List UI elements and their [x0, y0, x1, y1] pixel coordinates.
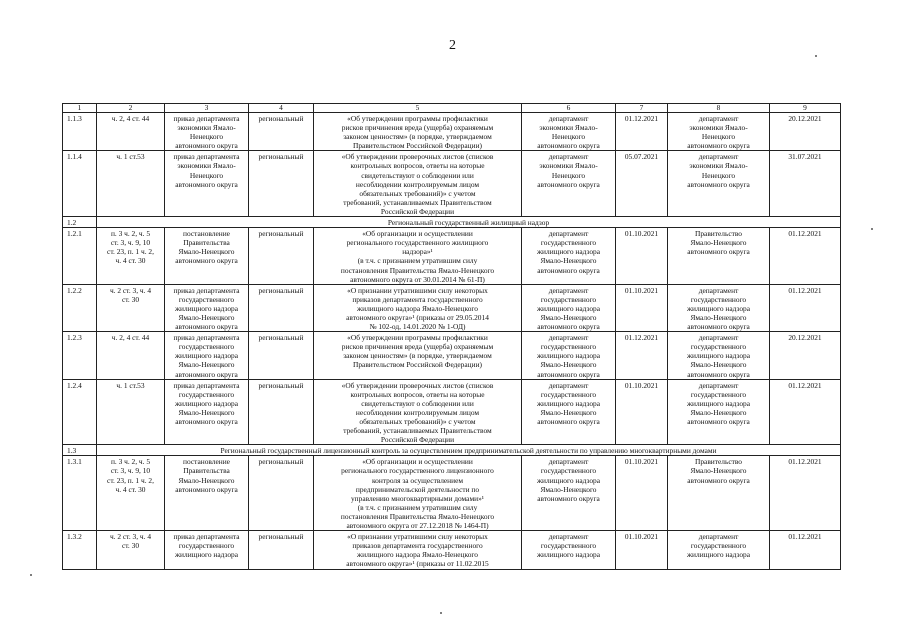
developer: [522, 531, 616, 569]
scan-speck: [440, 612, 442, 614]
adoption-date: [770, 379, 841, 445]
adopting-body: [668, 113, 770, 151]
submission-date: [616, 456, 668, 531]
column-number-cell-text: 3: [204, 103, 209, 112]
adoption-date-text: 01.12.2021: [788, 285, 822, 295]
adopting-body-text: департамент государственного жилищного надзора: [686, 532, 751, 560]
column-number-cell: [616, 104, 668, 113]
item-number: [63, 456, 97, 531]
adoption-date: [770, 332, 841, 379]
column-number-cell: [668, 104, 770, 113]
item-number: [63, 379, 97, 445]
legal-basis-text: ч. 1 ст.53: [116, 152, 145, 162]
act-title: [314, 332, 522, 379]
legal-basis: [97, 531, 165, 569]
item-number-text: 1.3.2: [67, 532, 82, 542]
act-type: [165, 332, 249, 379]
column-number-cell: [165, 104, 249, 113]
column-number-cell-text: 5: [415, 103, 420, 112]
table-row: [63, 531, 841, 569]
act-type: [165, 151, 249, 217]
adopting-body-text: департамент экономики Ямало- Ненецкого автономного округа: [687, 114, 750, 151]
section-title-text: Региональный государственный жилищный надзор: [387, 218, 550, 228]
legal-basis: [97, 456, 165, 531]
legal-basis: [97, 379, 165, 445]
scan-speck: [815, 55, 817, 57]
submission-date: [616, 379, 668, 445]
submission-date: [616, 332, 668, 379]
item-number: [63, 113, 97, 151]
developer-text: департамент экономики Ямало- Ненецкого автономного округа: [537, 152, 600, 189]
table-row: [63, 456, 841, 531]
column-number-cell-text: 7: [639, 103, 644, 112]
act-level: [249, 284, 314, 331]
act-level-text: региональный: [258, 333, 304, 343]
adoption-date: [770, 228, 841, 285]
submission-date-text: 01.10.2021: [624, 457, 659, 467]
section-number-text: 1.3: [67, 446, 77, 456]
adopting-body: [668, 332, 770, 379]
act-type-text: постановление Правительства Ямало-Ненецкого автономного округа: [175, 229, 238, 266]
legal-basis: [97, 113, 165, 151]
adoption-date: [770, 456, 841, 531]
submission-date-text: 01.10.2021: [624, 380, 659, 390]
legal-basis: [97, 151, 165, 217]
developer-text: департамент государственного жилищного надзора: [536, 532, 601, 560]
regulatory-acts-table: [62, 103, 841, 570]
adopting-body-text: департамент экономики Ямало- Ненецкого автономного округа: [687, 152, 750, 189]
table-row: [63, 151, 841, 217]
adoption-date-text: 01.12.2021: [788, 380, 822, 390]
table-row: [63, 113, 841, 151]
developer: [522, 151, 616, 217]
adopting-body-text: Правительство Ямало-Ненецкого автономного округа: [687, 457, 750, 485]
developer: [522, 379, 616, 445]
item-number-text: 1.2.1: [67, 229, 82, 239]
act-level: [249, 228, 314, 285]
item-number-text: 1.1.3: [67, 114, 82, 123]
adoption-date-text: 20.12.2021: [788, 333, 822, 343]
legal-basis-text: ч. 2 ст. 3, ч. 4 ст. 30: [109, 532, 152, 551]
act-level: [249, 531, 314, 569]
adopting-body-text: Правительство Ямало-Ненецкого автономного округа: [687, 229, 750, 257]
submission-date: [616, 531, 668, 569]
submission-date-text: 01.10.2021: [624, 532, 659, 542]
act-type: [165, 379, 249, 445]
developer-text: департамент государственного жилищного надзора Ямало-Ненецкого автономного округа: [536, 380, 601, 426]
developer-text: департамент государственного жилищного надзора Ямало-Ненецкого автономного округа: [536, 457, 601, 503]
adopting-body-text: департамент государственного жилищного надзора Ямало-Ненецкого автономного округа: [686, 285, 751, 332]
act-title: [314, 284, 522, 331]
act-type-text: постановление Правительства Ямало-Ненецкого автономного округа: [175, 457, 238, 494]
developer: [522, 284, 616, 331]
section-number: [63, 445, 97, 456]
act-title: [314, 113, 522, 151]
adopting-body: [668, 379, 770, 445]
submission-date-text: 01.10.2021: [624, 229, 659, 239]
column-number-cell: [770, 104, 841, 113]
column-number-cell-text: 8: [716, 103, 721, 112]
item-number: [63, 531, 97, 569]
act-level: [249, 151, 314, 217]
submission-date-text: 01.10.2021: [624, 285, 659, 295]
act-title: [314, 379, 522, 445]
item-number: [63, 332, 97, 379]
adoption-date-text: 01.12.2021: [788, 229, 822, 239]
item-number-text: 1.2.2: [67, 285, 82, 295]
submission-date: [616, 228, 668, 285]
item-number-text: 1.1.4: [67, 152, 82, 162]
act-level: [249, 113, 314, 151]
section-row: [63, 445, 841, 456]
adoption-date: [770, 151, 841, 217]
act-type: [165, 531, 249, 569]
adopting-body: [668, 151, 770, 217]
act-level: [249, 332, 314, 379]
act-type: [165, 113, 249, 151]
act-level-text: региональный: [258, 114, 304, 123]
section-number: [63, 217, 97, 228]
adoption-date: [770, 284, 841, 331]
column-number-cell-text: 9: [803, 103, 807, 112]
act-title-text: «О признании утратившими силу некоторых приказов департамента государственного жилищного надзора Ямало-Ненецкого автономного округа»¹ (приказы от 29.05.2014 № 102-од, 14.01.2020 № 1-ОД): [346, 285, 489, 332]
act-title: [314, 151, 522, 217]
legal-basis-text: п. 3 ч. 2, ч. 5 ст. 3, ч. 9, 10 ст. 23, п. 1 ч. 2, ч. 4 ст. 30: [107, 229, 154, 266]
act-level-text: региональный: [258, 229, 304, 239]
column-number-cell-text: 2: [128, 103, 133, 112]
legal-basis-text: п. 3 ч. 2, ч. 5 ст. 3, ч. 9, 10 ст. 23, п. 1 ч. 2, ч. 4 ст. 30: [107, 457, 154, 494]
section-title-text: Региональный государственный лицензионный контроль за осуществлением предпринимательской деятельности по управлению многоквартирными домами: [220, 446, 717, 456]
column-number-cell: [97, 104, 165, 113]
adoption-date-text: 20.12.2021: [788, 114, 822, 123]
scan-speck: [871, 228, 873, 230]
adopting-body: [668, 228, 770, 285]
table-row: [63, 379, 841, 445]
act-type: [165, 228, 249, 285]
page-number: 2: [449, 38, 456, 53]
adoption-date: [770, 113, 841, 151]
developer-text: департамент государственного жилищного надзора Ямало-Ненецкого автономного округа: [536, 285, 601, 332]
adoption-date: [770, 531, 841, 569]
column-number-cell: [314, 104, 522, 113]
legal-basis-text: ч. 2, 4 ст. 44: [111, 333, 150, 343]
developer-text: департамент экономики Ямало- Ненецкого автономного округа: [537, 114, 600, 151]
table-header-row: [63, 104, 841, 113]
section-number-text: 1.2: [67, 218, 77, 228]
column-number-cell-text: 1: [77, 103, 82, 112]
act-type: [165, 456, 249, 531]
column-number-cell: [249, 104, 314, 113]
submission-date: [616, 284, 668, 331]
act-level: [249, 456, 314, 531]
act-title-text: «Об утверждении проверочных листов (списков контрольных вопросов, ответы на которые свидетельствуют о соблюдении или несоблюдении контролируемым лицом обязательных требований)» с учетом требований, устанавливаемых Правительством Российской Федерации: [341, 380, 494, 445]
act-level-text: региональный: [258, 285, 304, 295]
developer: [522, 332, 616, 379]
act-type-text: приказ департамента государственного жилищного надзора: [173, 532, 240, 560]
act-level: [249, 379, 314, 445]
act-title-text: «Об утверждении проверочных листов (списков контрольных вопросов, ответы на которые свидетельствуют о соблюдении или несоблюдении контролируемым лицом обязательных требований)» с учетом требований, устанавливаемых Правительством Российской Федерации: [341, 152, 494, 216]
column-number-cell-text: 6: [566, 103, 571, 112]
act-type-text: приказ департамента экономики Ямало- Ненецкого автономного округа: [173, 152, 240, 189]
developer-text: департамент государственного жилищного надзора Ямало-Ненецкого автономного округа: [536, 333, 601, 379]
act-type: [165, 284, 249, 331]
table-row: [63, 284, 841, 331]
section-title: [97, 217, 841, 228]
act-level-text: региональный: [258, 457, 304, 467]
item-number: [63, 284, 97, 331]
legal-basis-text: ч. 1 ст.53: [116, 380, 145, 390]
legal-basis: [97, 228, 165, 285]
item-number: [63, 151, 97, 217]
submission-date: [616, 151, 668, 217]
act-level-text: региональный: [258, 532, 304, 542]
item-number: [63, 228, 97, 285]
submission-date-text: 05.07.2021: [624, 152, 659, 162]
act-title-text: «Об организации и осуществлении регионального государственного жилищного надзора»¹ (в т.ч. с признанием утратившим силу постановления Правительства Ямало-Ненецкого автономного округа от 30.01.2014 № 61-П): [340, 229, 495, 284]
submission-date-text: 01.12.2021: [624, 333, 659, 343]
act-type-text: приказ департамента экономики Ямало- Ненецкого автономного округа: [173, 114, 240, 151]
column-number-cell: [522, 104, 616, 113]
developer: [522, 228, 616, 285]
act-type-text: приказ департамента государственного жилищного надзора Ямало-Ненецкого автономного округа: [173, 333, 240, 379]
act-title-text: «Об организации и осуществлении регионального государственного лицензионного контроля за осуществлением предпринимательской деятельности по управлению многоквартирными домами»¹ (в т.ч. с признанием утратившим силу постановления Правительства Ямало-Ненецкого автономного округа от 27.12.2018 № 1464-П): [340, 457, 495, 531]
legal-basis: [97, 284, 165, 331]
developer: [522, 113, 616, 151]
legal-basis-text: ч. 2 ст. 3, ч. 4 ст. 30: [109, 285, 152, 304]
developer: [522, 456, 616, 531]
adopting-body-text: департамент государственного жилищного надзора Ямало-Ненецкого автономного округа: [686, 380, 751, 426]
submission-date-text: 01.12.2021: [624, 114, 659, 123]
adoption-date-text: 01.12.2021: [788, 532, 822, 542]
act-title: [314, 456, 522, 531]
act-title: [314, 531, 522, 569]
adoption-date-text: 31.07.2021: [788, 152, 822, 162]
item-number-text: 1.2.3: [67, 333, 82, 343]
act-title-text: «Об утверждении программы профилактики рисков причинения вреда (ущерба) охраняемым законом ценностям» (в порядке, утверждаемом Правительством Российской Федерации): [341, 114, 494, 151]
column-number-cell-text: 4: [279, 103, 283, 112]
act-title-text: «О признании утратившими силу некоторых приказов департамента государственного жилищного надзора Ямало-Ненецкого автономного округа»¹ (приказы от 11.02.2015: [346, 532, 489, 569]
act-type-text: приказ департамента государственного жилищного надзора Ямало-Ненецкого автономного округа: [173, 285, 240, 332]
developer-text: департамент государственного жилищного надзора Ямало-Ненецкого автономного округа: [536, 229, 601, 275]
section-title: [97, 445, 841, 456]
table-row: [63, 332, 841, 379]
item-number-text: 1.3.1: [67, 457, 82, 467]
column-number-cell: [63, 104, 97, 113]
adoption-date-text: 01.12.2021: [788, 457, 822, 467]
legal-basis-text: ч. 2, 4 ст. 44: [111, 114, 150, 123]
table-row: [63, 228, 841, 285]
adopting-body: [668, 531, 770, 569]
act-type-text: приказ департамента государственного жилищного надзора Ямало-Ненецкого автономного округа: [173, 380, 240, 426]
act-title-text: «Об утверждении программы профилактики рисков причинения вреда (ущерба) охраняемым законом ценностям» (в порядке, утверждаемом Правительством Российской Федерации): [341, 333, 494, 370]
act-title: [314, 228, 522, 285]
adopting-body: [668, 456, 770, 531]
adopting-body-text: департамент государственного жилищного надзора Ямало-Ненецкого автономного округа: [686, 333, 751, 379]
adopting-body: [668, 284, 770, 331]
legal-basis: [97, 332, 165, 379]
act-level-text: региональный: [258, 152, 304, 162]
section-row: [63, 217, 841, 228]
act-level-text: региональный: [258, 380, 304, 390]
item-number-text: 1.2.4: [67, 380, 82, 390]
submission-date: [616, 113, 668, 151]
scan-speck: [30, 574, 32, 576]
